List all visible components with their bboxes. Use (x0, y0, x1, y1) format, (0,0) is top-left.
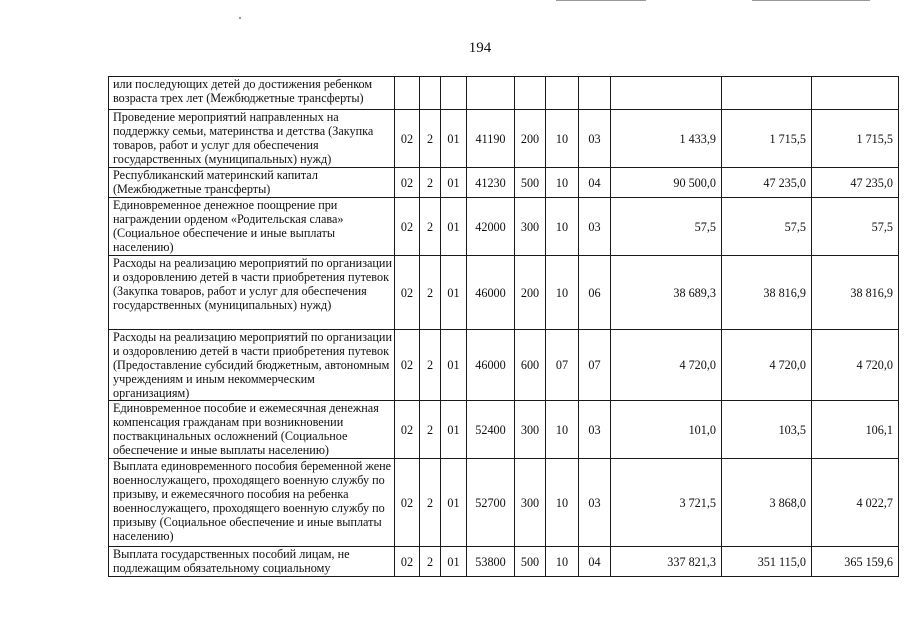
code-cell: 52700 (467, 459, 515, 547)
code-cell: 03 (579, 110, 611, 168)
top-rule-right (752, 0, 870, 1)
row-name-cell: Единовременное денежное поощрение при награждении орденом «Родительская слава» (Социальное обеспечение и иные выплаты населению) (109, 198, 395, 256)
code-cell: 500 (515, 547, 546, 577)
code-cell: 02 (395, 256, 420, 330)
table-body (109, 77, 899, 577)
row-name-cell: Расходы на реализацию мероприятий по организации и оздоровлению детей в части приобретения путевок (Закупка товаров, работ и услуг для обеспечения государственных (муниципальных) нужд) (109, 256, 395, 330)
table-row (109, 77, 899, 110)
code-cell: 200 (515, 110, 546, 168)
code-cell: 01 (441, 110, 467, 168)
code-cell: 06 (579, 256, 611, 330)
amount-cell (812, 77, 899, 110)
amount-cell: 57,5 (611, 198, 722, 256)
budget-table (108, 76, 899, 577)
amount-cell: 1 715,5 (722, 110, 812, 168)
amount-cell: 47 235,0 (722, 168, 812, 198)
code-cell: 01 (441, 459, 467, 547)
amount-cell: 4 720,0 (722, 330, 812, 401)
code-cell: 41190 (467, 110, 515, 168)
scan-speck (239, 17, 241, 19)
page-number: 194 (468, 40, 492, 56)
code-cell: 03 (579, 198, 611, 256)
code-cell: 04 (579, 547, 611, 577)
code-cell: 53800 (467, 547, 515, 577)
code-cell: 02 (395, 330, 420, 401)
code-cell: 600 (515, 330, 546, 401)
code-cell: 2 (420, 198, 441, 256)
code-cell: 02 (395, 547, 420, 577)
amount-cell: 3 721,5 (611, 459, 722, 547)
amount-cell: 4 720,0 (611, 330, 722, 401)
code-cell: 02 (395, 110, 420, 168)
amount-cell: 38 816,9 (722, 256, 812, 330)
code-cell: 200 (515, 256, 546, 330)
amount-cell: 351 115,0 (722, 547, 812, 577)
row-name-cell: Выплата государственных пособий лицам, не подлежащим обязательному социальному (109, 547, 395, 577)
code-cell: 300 (515, 198, 546, 256)
amount-cell: 4 720,0 (812, 330, 899, 401)
code-cell: 03 (579, 401, 611, 459)
code-cell: 46000 (467, 256, 515, 330)
table-row (109, 330, 899, 401)
amount-cell: 38 816,9 (812, 256, 899, 330)
code-cell: 2 (420, 459, 441, 547)
amount-cell: 47 235,0 (812, 168, 899, 198)
code-cell: 2 (420, 256, 441, 330)
amount-cell (611, 77, 722, 110)
code-cell: 46000 (467, 330, 515, 401)
amount-cell: 337 821,3 (611, 547, 722, 577)
code-cell: 04 (579, 168, 611, 198)
amount-cell: 90 500,0 (611, 168, 722, 198)
code-cell: 52400 (467, 401, 515, 459)
code-cell: 01 (441, 547, 467, 577)
amount-cell: 1 433,9 (611, 110, 722, 168)
code-cell: 01 (441, 401, 467, 459)
amount-cell: 101,0 (611, 401, 722, 459)
code-cell: 10 (546, 547, 579, 577)
code-cell: 02 (395, 198, 420, 256)
code-cell: 07 (546, 330, 579, 401)
code-cell: 01 (441, 330, 467, 401)
code-cell: 42000 (467, 198, 515, 256)
amount-cell (722, 77, 812, 110)
code-cell: 02 (395, 401, 420, 459)
code-cell: 2 (420, 401, 441, 459)
amount-cell: 365 159,6 (812, 547, 899, 577)
code-cell: 2 (420, 110, 441, 168)
code-cell: 02 (395, 168, 420, 198)
code-cell: 500 (515, 168, 546, 198)
code-cell: 10 (546, 401, 579, 459)
row-name-cell: Единовременное пособие и ежемесячная денежная компенсация гражданам при возникновении поствакцинальных осложнений (Социальное обеспечение и иные выплаты населению) (109, 401, 395, 459)
code-cell (515, 77, 546, 110)
code-cell: 2 (420, 168, 441, 198)
code-cell: 2 (420, 547, 441, 577)
code-cell (441, 77, 467, 110)
code-cell (579, 77, 611, 110)
code-cell: 10 (546, 459, 579, 547)
code-cell: 01 (441, 198, 467, 256)
code-cell (467, 77, 515, 110)
row-name-cell: Республиканский материнский капитал (Межбюджетные трансферты) (109, 168, 395, 198)
code-cell: 01 (441, 256, 467, 330)
table-row (109, 401, 899, 459)
row-name-cell: Расходы на реализацию мероприятий по организации и оздоровлению детей в части приобретения путевок (Предоставление субсидий бюджетным, автономным учреждениям и иным некоммерческим организациям) (109, 330, 395, 401)
code-cell (395, 77, 420, 110)
code-cell: 02 (395, 459, 420, 547)
amount-cell: 106,1 (812, 401, 899, 459)
code-cell: 01 (441, 168, 467, 198)
code-cell: 10 (546, 256, 579, 330)
table-row (109, 110, 899, 168)
code-cell: 300 (515, 401, 546, 459)
code-cell: 07 (579, 330, 611, 401)
amount-cell: 4 022,7 (812, 459, 899, 547)
code-cell (546, 77, 579, 110)
amount-cell: 103,5 (722, 401, 812, 459)
code-cell: 300 (515, 459, 546, 547)
row-name-cell: Выплата единовременного пособия беременной жене военнослужащего, проходящего военную службу по призыву, и ежемесячного пособия на ребенка военнослужащего, проходящего военную службу по призыву (Социальное обеспечение и иные выплаты населению) (109, 459, 395, 547)
table-row (109, 547, 899, 577)
amount-cell: 57,5 (812, 198, 899, 256)
amount-cell: 3 868,0 (722, 459, 812, 547)
code-cell (420, 77, 441, 110)
code-cell: 03 (579, 459, 611, 547)
code-cell: 2 (420, 330, 441, 401)
amount-cell: 1 715,5 (812, 110, 899, 168)
row-name-cell: или последующих детей до достижения ребенком возраста трех лет (Межбюджетные трансферты) (109, 77, 395, 110)
code-cell: 10 (546, 110, 579, 168)
code-cell: 41230 (467, 168, 515, 198)
table-row (109, 459, 899, 547)
top-rule-left (556, 0, 646, 1)
table-row (109, 256, 899, 330)
code-cell: 10 (546, 168, 579, 198)
table-row (109, 168, 899, 198)
code-cell: 10 (546, 198, 579, 256)
amount-cell: 57,5 (722, 198, 812, 256)
row-name-cell: Проведение мероприятий направленных на поддержку семьи, материнства и детства (Закупка товаров, работ и услуг для обеспечения государственных (муниципальных) нужд) (109, 110, 395, 168)
table-row (109, 198, 899, 256)
amount-cell: 38 689,3 (611, 256, 722, 330)
